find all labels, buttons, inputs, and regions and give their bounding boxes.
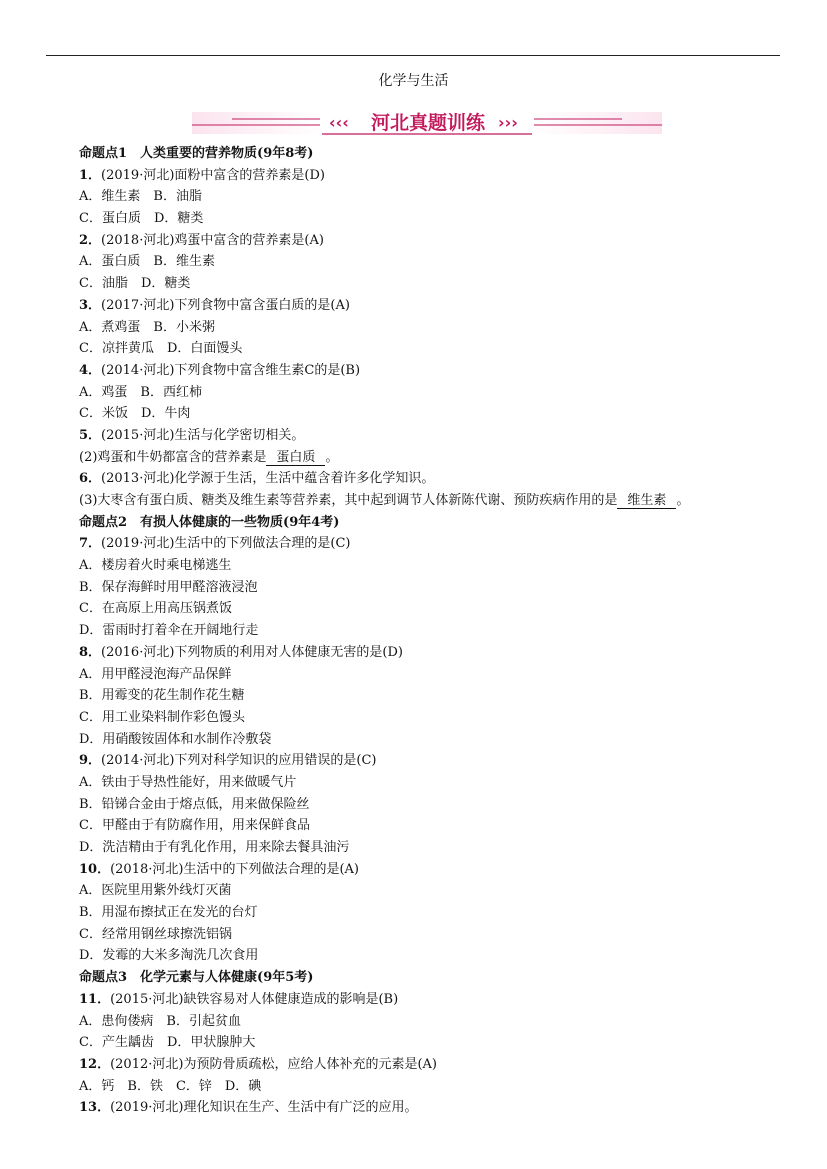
- question-options: C．在高原上用高压锅煮饭: [79, 601, 232, 617]
- answer-blank: 维生素: [617, 493, 676, 509]
- question-options: C．蛋白质 D．糖类: [79, 211, 204, 227]
- banner-right-chevrons: ›››: [498, 113, 518, 132]
- question-options: A．维生素 B．油脂: [79, 189, 202, 205]
- question-options: D．雷雨时打着伞在开阔地行走: [79, 623, 259, 639]
- question-stem: 11．(2015·河北)缺铁容易对人体健康造成的影响是(B): [79, 991, 399, 1007]
- question-stem: 4．(2014·河北)下列食物中富含维生素C的是(B): [79, 362, 361, 378]
- question-stem: 5．(2015·河北)生活与化学密切相关。: [79, 427, 305, 443]
- question-options: C．凉拌黄瓜 D．白面馒头: [79, 341, 243, 357]
- question-stem: 8．(2016·河北)下列物质的利用对人体健康无害的是(D): [79, 644, 403, 660]
- question-options: B．用湿布擦拭正在发光的台灯: [79, 905, 258, 921]
- question-stem: 6．(2013·河北)化学源于生活，生活中蕴含着许多化学知识。: [79, 471, 435, 487]
- question-stem: 10．(2018·河北)生活中的下列做法合理的是(A): [79, 861, 359, 877]
- banner-title: 河北真题训练: [370, 112, 486, 134]
- section-banner: [192, 110, 662, 136]
- question-stem: 1．(2019·河北)面粉中富含的营养素是(D): [79, 167, 325, 183]
- question-options: A．用甲醛浸泡海产品保鲜: [79, 666, 232, 682]
- question-options: D．用硝酸铵固体和水制作冷敷袋: [79, 731, 272, 747]
- question-options: A．鸡蛋 B．西红柿: [79, 384, 202, 400]
- section-heading: 命题点1 人类重要的营养物质(9年8考): [79, 146, 314, 161]
- question-stem: 2．(2018·河北)鸡蛋中富含的营养素是(A): [79, 232, 324, 248]
- question-options: C．米饭 D．牛肉: [79, 406, 191, 422]
- question-options: C．经常用钢丝球擦洗铝锅: [79, 926, 232, 942]
- question-options: A．蛋白质 B．维生素: [79, 254, 215, 270]
- question-options: A．煮鸡蛋 B．小米粥: [79, 319, 215, 335]
- question-options: A．钙 B．铁 C．锌 D．碘: [79, 1078, 262, 1094]
- question-options: C．产生龋齿 D．甲状腺肿大: [79, 1035, 256, 1051]
- question-options: D．发霉的大米多淘洗几次食用: [79, 948, 259, 964]
- question-options: C．甲醛由于有防腐作用，用来保鲜食品: [79, 818, 310, 834]
- header-rule: [46, 55, 780, 56]
- fill-blank-line: (2)鸡蛋和牛奶都富含的营养素是 蛋白质 。: [79, 449, 339, 465]
- question-options: B．用霉变的花生制作花生糖: [79, 688, 245, 704]
- section-heading: 命题点3 化学元素与人体健康(9年5考): [79, 970, 314, 986]
- question-options: A．医院里用紫外线灯灭菌: [79, 883, 232, 899]
- question-list: [79, 143, 779, 1119]
- question-stem: 12．(2012·河北)为预防骨质疏松，应给人体补充的元素是(A): [79, 1056, 437, 1072]
- question-options: A．铁由于导热性能好，用来做暖气片: [79, 774, 297, 790]
- page-title: 化学与生活: [378, 73, 449, 89]
- question-stem: 3．(2017·河北)下列食物中富含蛋白质的是(A): [79, 297, 350, 313]
- question-stem: 9．(2014·河北)下列对科学知识的应用错误的是(C): [79, 753, 377, 769]
- fill-blank-line: (3)大枣含有蛋白质、糖类及维生素等营养素，其中起到调节人体新陈代谢、预防疾病作用的是 维生素 。: [79, 493, 690, 508]
- question-options: C．油脂 D．糖类: [79, 276, 191, 292]
- question-options: B．保存海鲜时用甲醛溶液浸泡: [79, 579, 258, 595]
- question-stem: 7．(2019·河北)生活中的下列做法合理的是(C): [79, 536, 351, 552]
- answer-blank: 蛋白质: [266, 450, 325, 466]
- question-options: C．用工业染料制作彩色馒头: [79, 709, 245, 725]
- question-options: D．洗洁精由于有乳化作用，用来除去餐具油污: [79, 840, 350, 855]
- banner-left-chevrons: ‹‹‹: [329, 113, 349, 132]
- section-heading: 命题点2 有损人体健康的一些物质(9年4考): [79, 514, 340, 530]
- question-options: A．楼房着火时乘电梯逃生: [79, 558, 232, 574]
- question-stem: 13．(2019·河北)理化知识在生产、生活中有广泛的应用。: [79, 1100, 418, 1116]
- question-options: B．铅锑合金由于熔点低，用来做保险丝: [79, 796, 310, 812]
- question-options: A．患佝偻病 B．引起贫血: [79, 1013, 241, 1029]
